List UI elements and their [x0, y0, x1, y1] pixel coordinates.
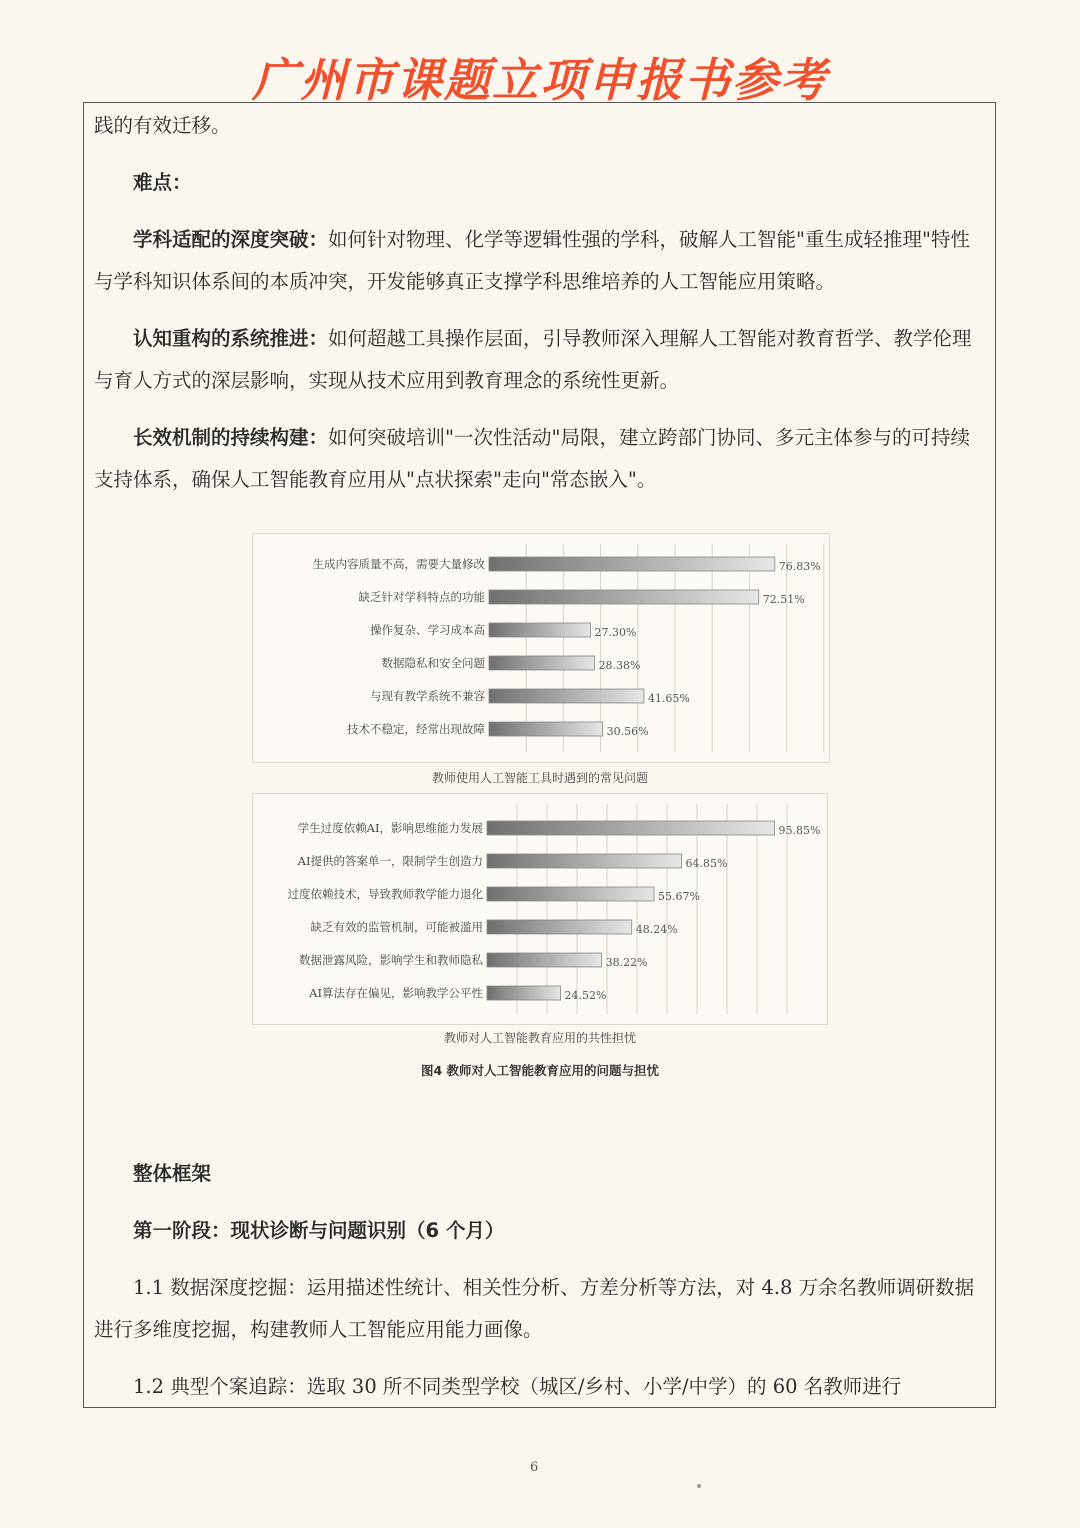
chart-common-concerns	[252, 793, 828, 1025]
bar	[489, 557, 775, 571]
value-label: 76.83%	[778, 560, 821, 573]
top-text	[94, 105, 985, 516]
stage-1-heading: 第一阶段：现状诊断与问题识别（6 个月）	[133, 1219, 505, 1242]
difficulty-heading: 难点：	[133, 171, 192, 194]
framework-item-1-2: 1.2 典型个案追踪：选取 30 所不同类型学校（城区/乡村、小学/中学）的 60 名教师进行	[133, 1375, 902, 1398]
value-label: 28.38%	[598, 659, 641, 672]
value-label: 95.85%	[778, 824, 821, 837]
page-number: 6	[530, 1460, 539, 1475]
bar	[487, 854, 682, 868]
bar	[487, 953, 602, 967]
difficulty-item-3-text: 如何突破培训"一次性活动"局限，建立跨部门协同、多元主体参与的可持续支持体系，确保人工智能教育应用从"点状探索"走向"常态嵌入"。	[94, 426, 970, 491]
value-label: 30.56%	[606, 725, 649, 738]
category-label: 数据隐私和安全问题	[381, 656, 485, 670]
value-label: 64.85%	[685, 857, 728, 870]
bar	[489, 722, 603, 736]
category-label: 操作复杂、学习成本高	[370, 623, 485, 637]
category-label: 缺乏针对学科特点的功能	[358, 590, 485, 604]
category-label: 学生过度依赖AI，影响思维能力发展	[297, 821, 483, 835]
framework-item-1-1: 1.1 数据深度挖掘：运用描述性统计、相关性分析、方差分析等方法，对 4.8 万余名教师调研数据进行多维度挖掘，构建教师人工智能应用能力画像。	[94, 1276, 975, 1341]
difficulty-item-2-lead: 认知重构的系统推进：	[133, 327, 329, 350]
difficulty-item-2	[94, 318, 985, 402]
difficulty-item-2-text: 如何超越工具操作层面，引导教师深入理解人工智能对教育哲学、教学伦理与育人方式的深层影响，实现从技术应用到教育理念的系统性更新。	[94, 327, 972, 392]
category-label: AI算法存在偏见，影响教学公平性	[309, 986, 483, 1000]
page-frame	[83, 102, 996, 1408]
category-label: 数据泄露风险，影响学生和教师隐私	[299, 953, 483, 967]
category-label: 与现有教学系统不兼容	[370, 689, 485, 703]
scan-dot	[697, 1484, 701, 1488]
value-label: 38.22%	[605, 956, 648, 969]
category-label: 缺乏有效的监管机制，可能被滥用	[310, 920, 483, 934]
value-label: 41.65%	[647, 692, 690, 705]
bar	[489, 656, 595, 670]
bar	[487, 821, 775, 835]
figure-caption: 图4 教师对人工智能教育应用的问题与担忧	[420, 1063, 660, 1078]
bar	[489, 590, 759, 604]
difficulty-item-3-lead: 长效机制的持续构建：	[133, 426, 329, 449]
chart-common-problems	[252, 533, 830, 763]
bar	[489, 689, 644, 703]
chart-common-problems-svg	[253, 534, 829, 762]
bar	[487, 986, 561, 1000]
chart-common-concerns-svg	[253, 794, 827, 1024]
category-label: 生成内容质量不高，需要大量修改	[312, 557, 485, 571]
difficulty-item-3	[94, 417, 985, 501]
bar	[487, 920, 632, 934]
bar	[487, 887, 654, 901]
difficulty-item-1-lead: 学科适配的深度突破：	[133, 228, 329, 251]
paragraph-continuation: 践的有效迁移。	[94, 114, 231, 137]
value-label: 48.24%	[635, 923, 678, 936]
difficulty-item-1	[94, 219, 985, 303]
difficulty-item-1-text: 如何针对物理、化学等逻辑性强的学科，破解人工智能"重生成轻推理"特性与学科知识体系间的本质冲突，开发能够真正支撑学科思维培养的人工智能应用策略。	[94, 228, 970, 293]
category-label: 技术不稳定，经常出现故障	[347, 722, 485, 736]
chart-common-concerns-title: 教师对人工智能教育应用的共性担忧	[443, 1031, 636, 1045]
value-label: 55.67%	[658, 890, 700, 903]
value-label: 24.52%	[564, 989, 607, 1002]
value-label: 27.30%	[594, 626, 637, 639]
chart-common-problems-title: 教师使用人工智能工具时遇到的常见问题	[431, 771, 648, 785]
framework-heading: 整体框架	[133, 1162, 212, 1185]
category-label: AI提供的答案单一，限制学生创造力	[297, 854, 483, 868]
framework-text	[94, 1153, 985, 1408]
document-banner: 广州市课题立项申报书参考	[252, 53, 828, 107]
value-label: 72.51%	[762, 593, 805, 606]
category-label: 过度依赖技术，导致教师教学能力退化	[287, 887, 483, 901]
bar	[489, 623, 591, 637]
